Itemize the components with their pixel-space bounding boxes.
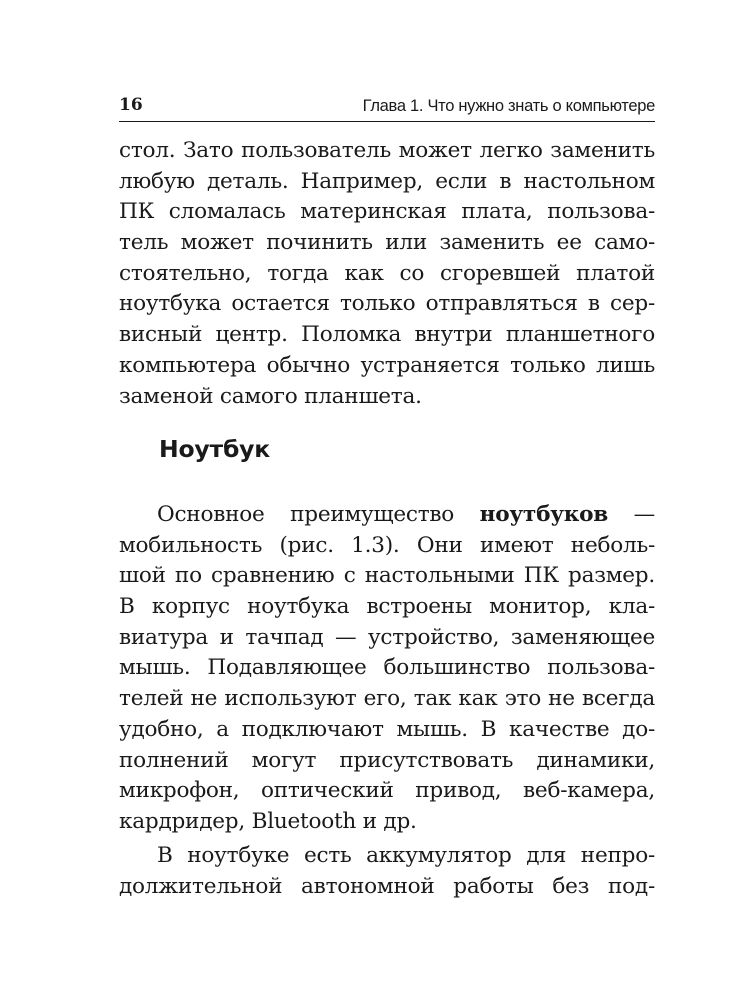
text-line: ПК сломалась материнская плата, пользова- bbox=[119, 199, 655, 225]
text-line: полнений могут присутствовать динамики, bbox=[119, 747, 655, 773]
text-line: мобильность (рис. 1.3). Они имеют неболь- bbox=[119, 532, 655, 558]
text-line: мышь. Подавляющее большинство пользова- bbox=[119, 655, 655, 681]
text-line: заменой самого планшета. bbox=[119, 383, 422, 409]
header-divider bbox=[119, 121, 655, 122]
text-line: любую деталь. Например, если в настольном bbox=[119, 168, 655, 194]
section-heading: Ноутбук bbox=[159, 435, 271, 463]
chapter-title: Глава 1. Что нужно знать о компьютере bbox=[362, 97, 655, 115]
text-line: шой по сравнению с настольными ПК размер. bbox=[119, 563, 655, 589]
text-line: кардридер, Bluetooth и др. bbox=[119, 808, 417, 834]
text-line: виатура и тачпад — устройство, заменяющее bbox=[119, 624, 655, 650]
text-run: Основное преимущество bbox=[157, 502, 480, 527]
text-line: удобно, а подключают мышь. В качестве до- bbox=[119, 716, 655, 742]
running-header bbox=[119, 92, 655, 120]
bold-term: ноутбуков bbox=[479, 502, 609, 527]
text-line: телей не используют его, так как это не всегда bbox=[119, 686, 655, 712]
text-line: стоятельно, тогда как со сгоревшей платой bbox=[119, 260, 655, 286]
text-line: висный центр. Поломка внутри планшетного bbox=[119, 322, 655, 348]
text-line: В ноутбуке есть аккумулятор для непро- bbox=[157, 843, 655, 868]
text-line: микрофон, оптический привод, веб-камера, bbox=[119, 778, 655, 804]
paragraph-laptop-advantages bbox=[119, 500, 655, 838]
text-line: стол. Зато пользователь может легко заменить bbox=[119, 138, 655, 163]
text-line: ноутбука остается только отправляться в сер- bbox=[119, 291, 655, 317]
paragraph-battery bbox=[119, 841, 655, 902]
text-line: компьютера обычно устраняется только лишь bbox=[119, 352, 655, 378]
text-line-first bbox=[119, 500, 655, 531]
text-line: должительной автономной работы без под- bbox=[119, 873, 655, 899]
paragraph-continued bbox=[119, 136, 655, 412]
page-number: 16 bbox=[119, 95, 143, 115]
text-run: — bbox=[608, 502, 655, 527]
text-line: тель может починить или заменить ее само- bbox=[119, 230, 655, 256]
text-line: В корпус ноутбука встроены монитор, кла- bbox=[119, 594, 655, 620]
